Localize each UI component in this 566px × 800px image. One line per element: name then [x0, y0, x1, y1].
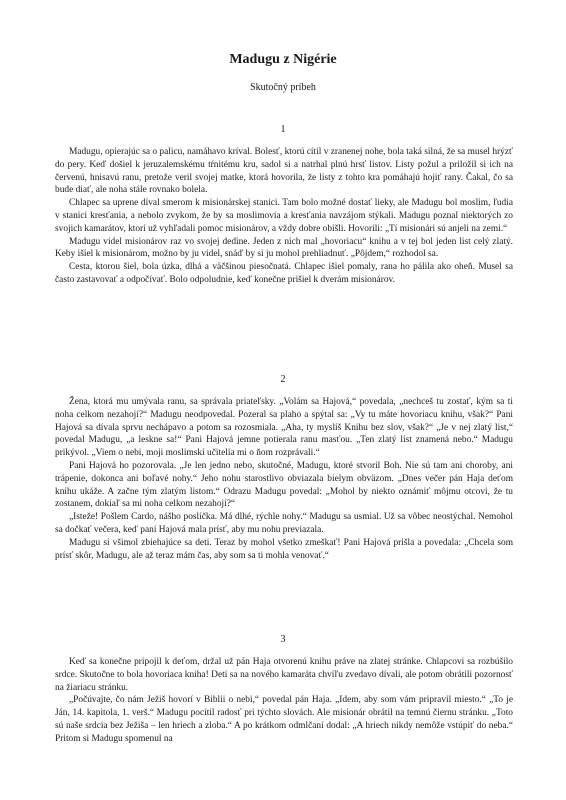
paragraph: „Počúvajte, čo nám Ježiš hovorí v Biblii o nebi,“ povedal pán Haja. „Idem, aby som vám pripravil miesto.“ „To je Ján, 14. kapitola, 1. verš.“ Madugu pocítil radosť pri týchto slovách. Ale misionár obrátil na temnú čiernu stránku. „Toto sú naše srdcia bez Ježiša – len hriech a zloba.“ A po krátkom odmlčaní dodal: „A hriech nikdy nemôže vstúpiť do neba.“ Pritom si Madugu spomenul na	[55, 695, 513, 744]
paragraph: Madugu, opierajúc sa o palicu, namáhavo kríval. Bolesť, ktorú cítil v zranenej nohe, bola taká silná, že sa musel hrýzť do pery. Keď došiel k jeruzalemskému tŕnitému kru, sadol si a natrhal plnú hrsť listov. Listy požul a priložil si ich na červenú, hnisavú ranu, pretože veril svojej matke, ktorá hovorila, že listy z tohto kra pomáhajú hojiť rany. Čakal, čo sa bude diať, ale noha stále rovnako bolela.	[55, 147, 513, 196]
chapter-number: 2	[280, 374, 286, 385]
chapter-body	[55, 146, 513, 287]
paragraph: Žena, ktorá mu umývala ranu, sa správala priateľsky. „Volám sa Hajová,“ povedala, „nechceš tu zostať, kým sa ti noha celkom nezahojí?“ Madugu neodpovedal. Pozeral sa plaho a spýtal sa: „Vy tu máte hovoriacu knihu, však?“ Pani Hajová sa dívala sprvu nechápavo a potom sa rozosmiala. „Aha, ty myslíš Knihu bez slov, však?“ „Je v nej zlatý list,“ povedal Madugu, „a leskne sa!“ Pani Hajová jemne potierala ranu masťou. „Ten zlatý list znamená nebo.“ Madugu prikývol. „Viem o nebi, moji moslimskí učitelia mi o ňom rozprávali.“	[55, 397, 513, 459]
paragraph: Cesta, ktorou šiel, bola úzka, dlhá a väčšinou piesočnatá. Chlapec išiel pomaly, rana ho pálila ako oheň. Musel sa často zastavovať a odpočívať. Bolo odpoludnie, keď konečne prišiel k dverám misionárov.	[55, 262, 513, 285]
page-title: Madugu z Nigérie	[229, 52, 337, 67]
paragraph: Pani Hajová ho pozorovala. „Je len jedno nebo, skutočné, Madugu, ktoré stvoril Boh. Nie sú tam ani choroby, ani trápenie, dokonca ani boľavé nohy.“ Jeho nohu starostlivo obviazala bielym obväzom. „Dnes večer pán Haja deťom knihu ukáže. A začne tým zlatým listom.“ Odrazu Madugu povedal: „Mohol by niekto oznámiť môjmu otcovi, že tu zostanem, dokiaľ sa mi noha celkom nezahojí?“	[55, 460, 513, 510]
chapter-body	[55, 656, 513, 746]
paragraph: Madugu videl misionárov raz vo svojej dedine. Jeden z nich mal „hovoriacu“ knihu a v tej bol jeden list celý zlatý. Keby išiel k misionárom, možno by ju videl, snáď by si ju mohol prehliadnuť. „Pôjdem,“ rozhodol sa.	[55, 236, 513, 260]
chapter-number: 3	[280, 634, 286, 645]
paragraph: Chlapec sa uprene díval smerom k misionárskej stanici. Tam bolo možné dostať lieky, ale Madugu bol moslim, ľudia v stanici kresťania, a nebolo zvykom, že by sa moslimovia a kresťania navzájom stýkali. Madugu poznal niektorých zo svojich kamarátov, ktorí už vyhľadali pomoc misionárov, a vždy dobre obišli. Hovorili: „Tí misionári sú anjeli na zemi.“	[55, 198, 513, 234]
page-subtitle: Skutočný príbeh	[250, 82, 316, 93]
paragraph: „Isteže! Pošlem Cardo, nášho poslíčka. Má dlhé, rýchle nohy.“ Madugu sa usmial. Už sa vôbec neostýchal. Nemohol sa dočkať večera, keď pani Hajová mala prísť, aby mu nohu previazala.	[55, 512, 513, 535]
paragraph: Keď sa konečne pripojil k deťom, držal už pán Haja otvorenú knihu práve na zlatej stránke. Chlapcovi sa rozbúšilo srdce. Skutočne to bola hovoriaca kniha! Deti sa na nového kamaráta chvíľu zvedavo dívali, ale potom obrátili pozornosť na žiariacu stránku.	[55, 657, 513, 693]
paragraph: Madugu si všimol zbiehajúce sa deti. Teraz by mohol všetko zmeškať! Pani Hajová prišla a povedala: „Chcela som prísť skôr, Madugu, ale až teraz mám čas, aby som sa ti mohla venovať.“	[55, 537, 513, 561]
chapter-number: 1	[280, 124, 286, 135]
chapter-body	[55, 396, 513, 562]
